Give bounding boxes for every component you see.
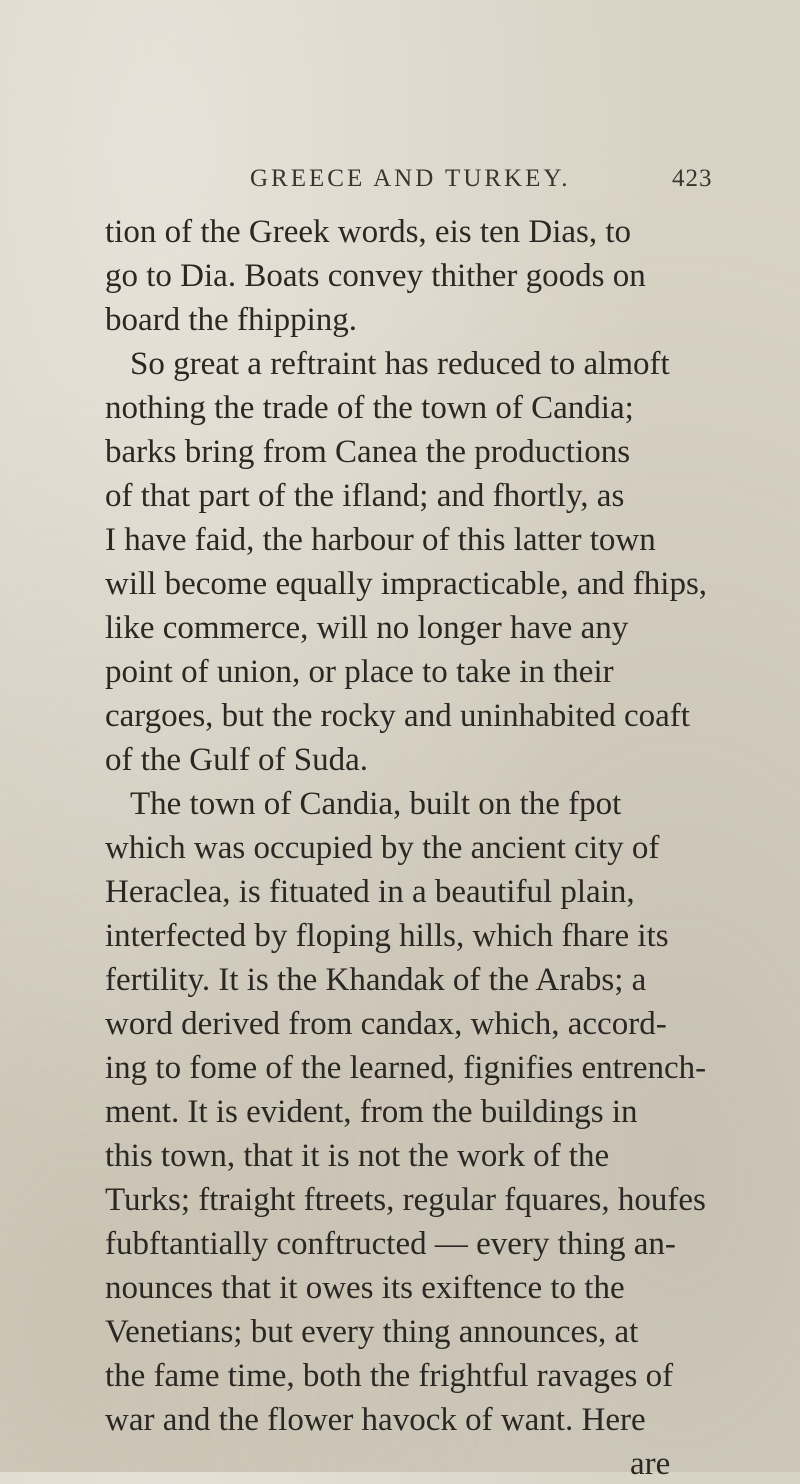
- text-line: which was occupied by the ancient city of: [105, 830, 660, 866]
- text-line: will become equally impracticable, and fhips,: [105, 566, 708, 602]
- text-line: board the fhipping.: [105, 302, 358, 338]
- page-number: 423: [672, 165, 713, 192]
- text-line: Heraclea, is fituated in a beautiful plain,: [105, 874, 635, 910]
- text-line: nothing the trade of the town of Candia;: [105, 390, 634, 426]
- text-line: the fame time, both the frightful ravages of: [105, 1358, 674, 1394]
- running-head: [0, 165, 800, 205]
- text-line: fubftantially conftructed — every thing an-: [105, 1226, 676, 1262]
- text-line: ing to fome of the learned, fignifies entrench-: [105, 1050, 707, 1086]
- text-line: cargoes, but the rocky and uninhabited coaft: [105, 698, 690, 734]
- text-line: tion of the Greek words, eis ten Dias, to: [105, 214, 632, 250]
- text-line: of that part of the ifland; and fhortly, as: [105, 478, 625, 514]
- text-line: word derived from candax, which, accord-: [105, 1006, 667, 1042]
- text-line: fertility. It is the Khandak of the Arabs; a: [105, 962, 647, 998]
- catchword: are: [630, 1446, 671, 1482]
- text-line: Venetians; but every thing announces, at: [105, 1314, 639, 1350]
- text-line: I have faid, the harbour of this latter town: [105, 522, 656, 558]
- text-line: ment. It is evident, from the buildings in: [105, 1094, 638, 1130]
- text-line: barks bring from Canea the productions: [105, 434, 631, 470]
- text-line: interfected by floping hills, which fhare its: [105, 918, 669, 954]
- text-line: point of union, or place to take in their: [105, 654, 614, 690]
- text-line: Turks; ftraight ftreets, regular fquares, houfes: [105, 1182, 706, 1218]
- text-line: of the Gulf of Suda.: [105, 742, 369, 778]
- text-line: like commerce, will no longer have any: [105, 610, 629, 646]
- running-title: GREECE AND TURKEY.: [250, 165, 571, 192]
- text-line: this town, that it is not the work of the: [105, 1138, 610, 1174]
- text-line: The town of Candia, built on the fpot: [130, 786, 622, 822]
- text-line: nounces that it owes its exiftence to the: [105, 1270, 625, 1306]
- text-line: war and the flower havock of want. Here: [105, 1402, 646, 1438]
- text-line: go to Dia. Boats convey thither goods on: [105, 258, 646, 294]
- text-line: So great a reftraint has reduced to almoft: [130, 346, 670, 382]
